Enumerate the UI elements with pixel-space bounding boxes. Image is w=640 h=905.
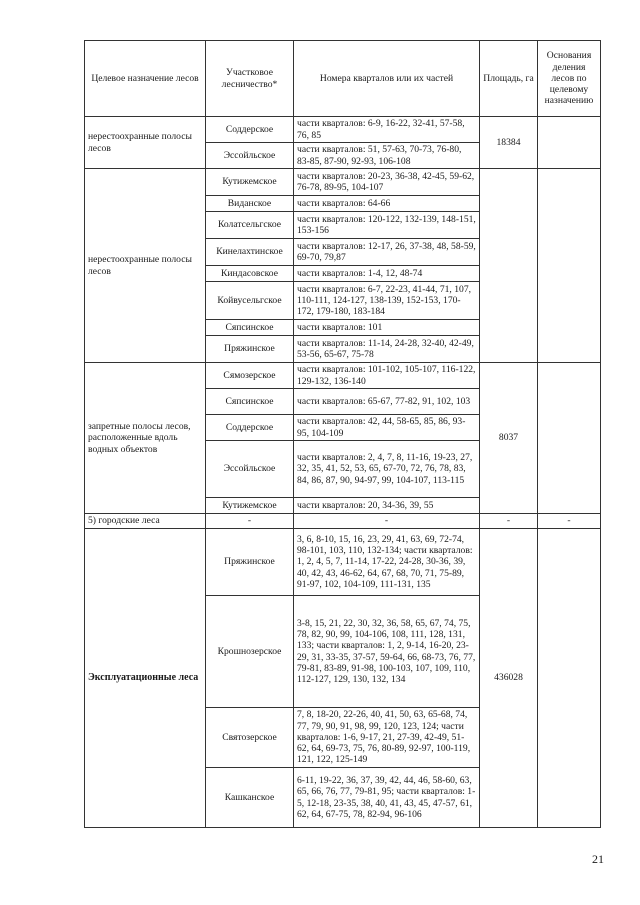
quarters-cell: части кварталов: 101 bbox=[294, 320, 480, 336]
forestry-cell: Крошнозерское bbox=[206, 596, 294, 708]
forestry-cell: Кинелахтинское bbox=[206, 239, 294, 266]
quarters-cell: 6-11, 19-22, 36, 37, 39, 42, 44, 46, 58-60, 63, 65, 66, 76, 77, 79-81, 95; части кварталов: 1-5, 12-18, 23-35, 38, 40, 41, 43, 45, 47-57, 61, 62, 64, 67-75, 78, 82-94, 96-106 bbox=[294, 768, 480, 828]
forestry-cell: Колатсельгское bbox=[206, 212, 294, 239]
quarters-cell: части кварталов: 20-23, 36-38, 42-45, 59-62, 76-78, 89-95, 104-107 bbox=[294, 169, 480, 196]
purpose-cell: запретные полосы лесов, расположенные вдоль водных объектов bbox=[85, 363, 206, 514]
forestry-cell: Соддерское bbox=[206, 117, 294, 143]
quarters-cell: части кварталов: 12-17, 26, 37-38, 48, 58-59, 69-70, 79,87 bbox=[294, 239, 480, 266]
purpose-cell: 5) городские леса bbox=[85, 514, 206, 529]
quarters-cell: части кварталов: 11-14, 24-28, 32-40, 42-49, 53-56, 65-67, 75-78 bbox=[294, 336, 480, 363]
area-cell: 436028 bbox=[480, 529, 538, 828]
forestry-cell: Сямозерское bbox=[206, 363, 294, 389]
basis-cell bbox=[538, 117, 601, 169]
forestry-cell: Кутижемское bbox=[206, 169, 294, 196]
page-number: 21 bbox=[592, 852, 604, 866]
forestry-cell: - bbox=[206, 514, 294, 529]
quarters-cell: части кварталов: 51, 57-63, 70-73, 76-80, 83-85, 87-90, 92-93, 106-108 bbox=[294, 143, 480, 169]
forestry-cell: Пряжинское bbox=[206, 529, 294, 596]
header-purpose: Целевое назначение лесов bbox=[85, 41, 206, 117]
table-header-row bbox=[85, 41, 601, 117]
quarters-cell: части кварталов: 6-7, 22-23, 41-44, 71, 107, 110-111, 124-127, 138-139, 152-153, 170-172, 179-180, 183-184 bbox=[294, 282, 480, 320]
forestry-cell: Эссойльское bbox=[206, 441, 294, 498]
header-quarters: Номера кварталов или их частей bbox=[294, 41, 480, 117]
basis-cell: - bbox=[538, 514, 601, 529]
forestry-cell: Святозерское bbox=[206, 708, 294, 768]
table-row bbox=[85, 169, 601, 196]
quarters-cell: части кварталов: 1-4, 12, 48-74 bbox=[294, 266, 480, 282]
table-row bbox=[85, 363, 601, 389]
quarters-cell: части кварталов: 101-102, 105-107, 116-122, 129-132, 136-140 bbox=[294, 363, 480, 389]
area-cell: 18384 bbox=[480, 117, 538, 169]
quarters-cell: части кварталов: 64-66 bbox=[294, 196, 480, 212]
header-area: Площадь, га bbox=[480, 41, 538, 117]
quarters-cell: 7, 8, 18-20, 22-26, 40, 41, 50, 63, 65-68, 74, 77, 79, 90, 91, 98, 99, 120, 123, 124; части кварталов: 1-6, 9-17, 21, 27-39, 42-49, 51-62, 64, 69-73, 75, 76, 80-89, 92-97, 100-119, 121, 122, 125-149 bbox=[294, 708, 480, 768]
area-cell: 8037 bbox=[480, 363, 538, 514]
quarters-cell: части кварталов: 20, 34-36, 39, 55 bbox=[294, 498, 480, 514]
forestry-cell: Сяпсинское bbox=[206, 389, 294, 415]
quarters-cell: части кварталов: 42, 44, 58-65, 85, 86, 93-95, 104-109 bbox=[294, 415, 480, 441]
table-row bbox=[85, 529, 601, 596]
forestry-cell: Соддерское bbox=[206, 415, 294, 441]
forestry-cell: Кутижемское bbox=[206, 498, 294, 514]
quarters-cell: 3-8, 15, 21, 22, 30, 32, 36, 58, 65, 67, 74, 75, 78, 82, 90, 99, 104-106, 108, 111, 128, 131, 133; части кварталов: 1, 2, 9-14, 16-20, 23-29, 31, 33-35, 37-57, 59-64, 66, 68-73, 76, 77, 79-81, 83-89, 91-98, 100-103, 107, 109, 110, 112-127, 129, 130, 132, 134 bbox=[294, 596, 480, 708]
header-forestry: Участковое лесничество* bbox=[206, 41, 294, 117]
quarters-cell: части кварталов: 6-9, 16-22, 32-41, 57-58, 76, 85 bbox=[294, 117, 480, 143]
forestry-cell: Киндасовское bbox=[206, 266, 294, 282]
forest-purpose-table bbox=[84, 40, 601, 828]
table-row bbox=[85, 514, 601, 529]
area-cell: - bbox=[480, 514, 538, 529]
forestry-cell: Эссойльское bbox=[206, 143, 294, 169]
header-basis: Основания деления лесов по целевому назначению bbox=[538, 41, 601, 117]
quarters-cell: 3, 6, 8-10, 15, 16, 23, 29, 41, 63, 69, 72-74, 98-101, 103, 110, 132-134; части кварталов: 1, 2, 4, 5, 7, 11-14, 17-22, 24-28, 30-36, 39, 40, 42, 43, 46-62, 64, 67, 68, 70, 71, 75-89, 91-97, 102, 104-109, 111-131, 135 bbox=[294, 529, 480, 596]
quarters-cell: части кварталов: 2, 4, 7, 8, 11-16, 19-23, 27, 32, 35, 41, 52, 53, 65, 67-70, 72, 76, 78, 83, 84, 86, 87, 90, 94-97, 99, 104-107, 113-115 bbox=[294, 441, 480, 498]
basis-cell bbox=[538, 363, 601, 514]
forestry-cell: Сяпсинское bbox=[206, 320, 294, 336]
forestry-cell: Кашканское bbox=[206, 768, 294, 828]
quarters-cell: части кварталов: 120-122, 132-139, 148-151, 153-156 bbox=[294, 212, 480, 239]
purpose-cell: Эксплуатационные леса bbox=[85, 529, 206, 828]
purpose-cell: нерестоохранные полосы лесов bbox=[85, 117, 206, 169]
forestry-cell: Пряжинское bbox=[206, 336, 294, 363]
table-row bbox=[85, 117, 601, 143]
purpose-cell: нерестоохранные полосы лесов bbox=[85, 169, 206, 363]
quarters-cell: - bbox=[294, 514, 480, 529]
forestry-cell: Койвусельгское bbox=[206, 282, 294, 320]
basis-cell bbox=[538, 529, 601, 828]
basis-cell bbox=[538, 169, 601, 363]
quarters-cell: части кварталов: 65-67, 77-82, 91, 102, 103 bbox=[294, 389, 480, 415]
area-cell bbox=[480, 169, 538, 363]
forestry-cell: Виданское bbox=[206, 196, 294, 212]
